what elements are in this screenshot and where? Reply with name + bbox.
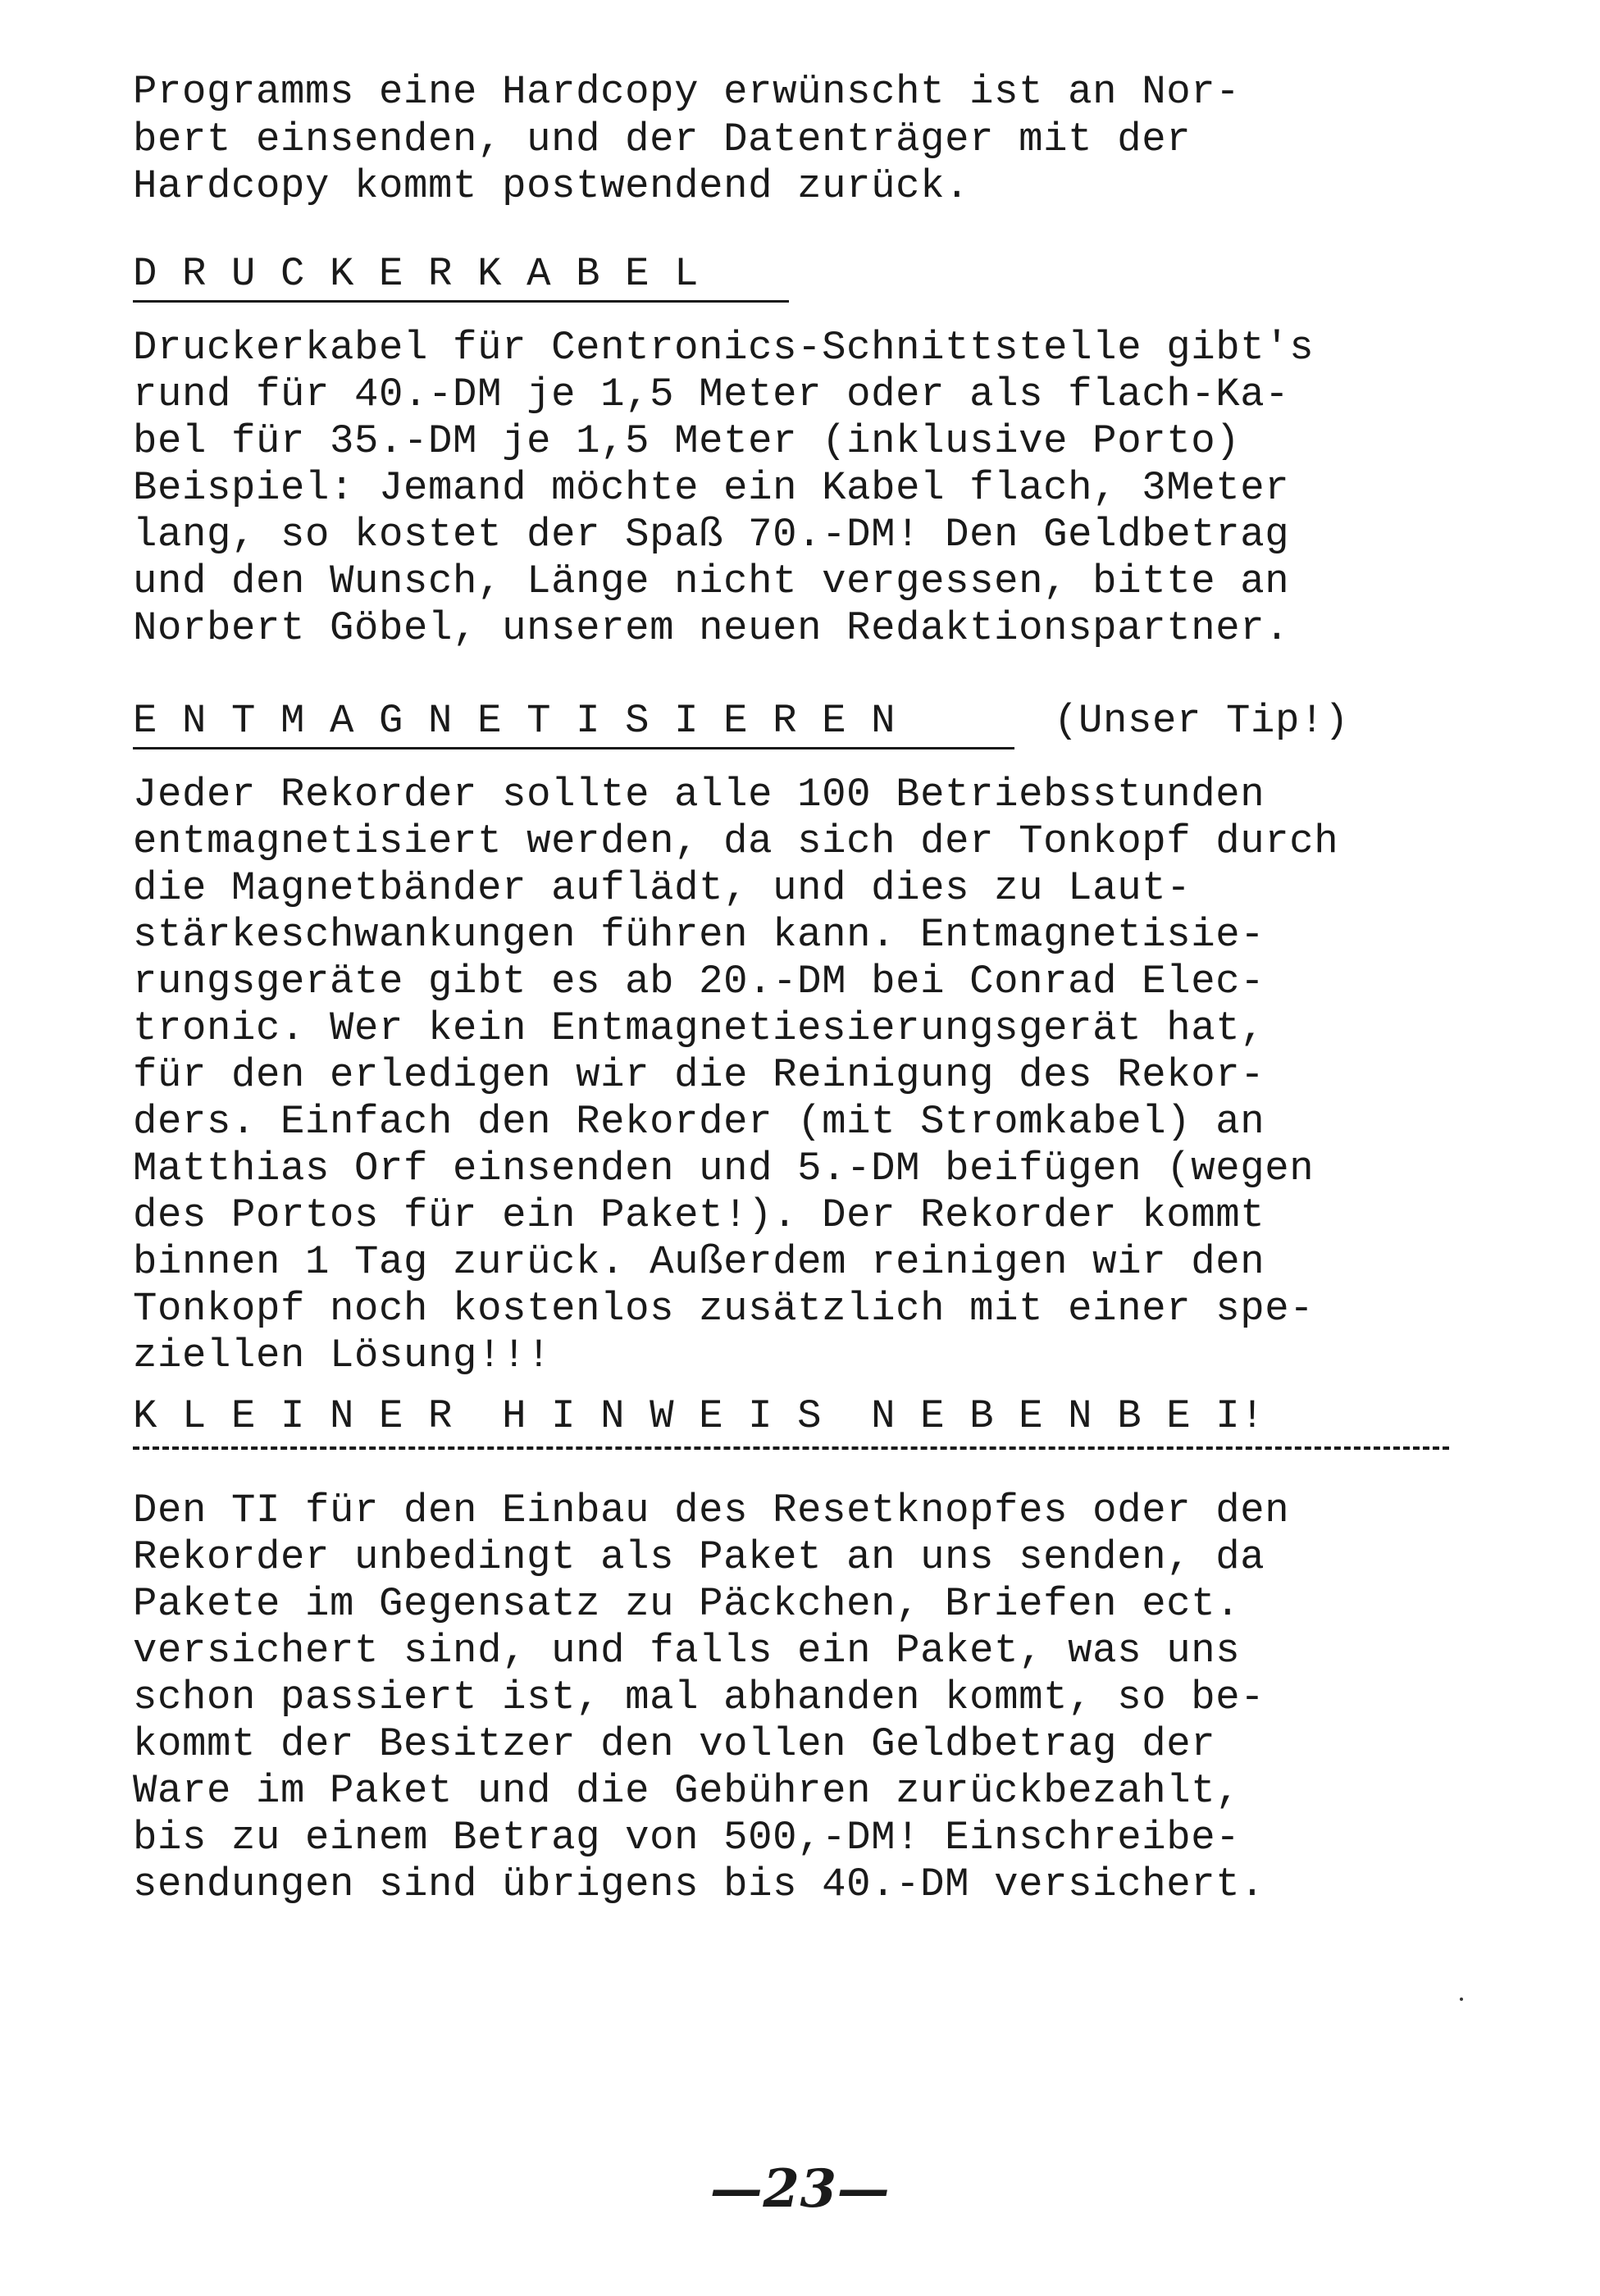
body-line: lang, so kostet der Spaß 70.-DM! Den Geldbetrag — [133, 512, 1290, 558]
section-heading-druckerkabel: D R U C K E R K A B E L — [133, 251, 700, 297]
heading-dashed-underline — [133, 1446, 1449, 1450]
heading-underline — [133, 300, 789, 303]
body-line: schon passiert ist, mal abhanden kommt, so be- — [133, 1674, 1265, 1720]
heading-underline — [133, 747, 1014, 749]
body-line: die Magnetbänder auflädt, und dies zu Laut- — [133, 865, 1192, 911]
body-line: Tonkopf noch kostenlos zusätzlich mit einer spe- — [133, 1286, 1315, 1332]
body-line: tronic. Wer kein Entmagnetiesierungsgerät hat, — [133, 1005, 1265, 1051]
section-heading-kleiner-hinweis: K L E I N E R H I N W E I S N E B E N B E I! — [133, 1393, 1265, 1439]
body-line: sendungen sind übrigens bis 40.-DM versichert. — [133, 1861, 1265, 1907]
body-line: ziellen Lösung!!! — [133, 1332, 552, 1378]
body-line: versichert sind, und falls ein Paket, was uns — [133, 1628, 1241, 1674]
intro-line: Hardcopy kommt postwendend zurück. — [133, 163, 970, 209]
body-line: stärkeschwankungen führen kann. Entmagnetisie- — [133, 912, 1265, 958]
intro-line: bert einsenden, und der Datenträger mit der — [133, 116, 1192, 162]
section-heading-entmagnetisieren: E N T M A G N E T I S I E R E N — [133, 698, 896, 744]
body-line: rund für 40.-DM je 1,5 Meter oder als flach-Ka- — [133, 371, 1290, 417]
body-line: Matthias Orf einsenden und 5.-DM beifügen (wegen — [133, 1146, 1315, 1191]
body-line: Ware im Paket und die Gebühren zurückbezahlt, — [133, 1768, 1241, 1814]
body-line: Beispiel: Jemand möchte ein Kabel flach, 3Meter — [133, 465, 1290, 511]
body-line: Den TI für den Einbau des Resetknopfes oder den — [133, 1487, 1290, 1533]
body-line: entmagnetisiert werden, da sich der Tonkopf durch — [133, 818, 1339, 864]
body-line: bel für 35.-DM je 1,5 Meter (inklusive Porto) — [133, 418, 1241, 464]
body-line: Druckerkabel für Centronics-Schnittstelle gibt's — [133, 325, 1315, 371]
body-line: kommt der Besitzer den vollen Geldbetrag der — [133, 1721, 1216, 1767]
page-number: —23— — [709, 2158, 891, 2220]
body-line: und den Wunsch, Länge nicht vergessen, bitte an — [133, 558, 1290, 604]
body-line: ders. Einfach den Rekorder (mit Stromkabel) an — [133, 1099, 1265, 1145]
section-heading-note: (Unser Tip!) — [1054, 698, 1350, 744]
ink-speck — [1460, 1998, 1463, 2001]
body-line: des Portos für ein Paket!). Der Rekorder kommt — [133, 1192, 1265, 1238]
body-line: rungsgeräte gibt es ab 20.-DM bei Conrad Elec- — [133, 959, 1265, 1004]
intro-line: Programms eine Hardcopy erwünscht ist an Nor- — [133, 69, 1241, 115]
body-line: bis zu einem Betrag von 500,-DM! Einschreibe- — [133, 1815, 1241, 1861]
body-line: Jeder Rekorder sollte alle 100 Betriebsstunden — [133, 772, 1265, 818]
body-line: binnen 1 Tag zurück. Außerdem reinigen wir den — [133, 1239, 1265, 1285]
body-line: für den erledigen wir die Reinigung des Rekor- — [133, 1052, 1265, 1098]
body-line: Norbert Göbel, unserem neuen Redaktionspartner. — [133, 605, 1290, 651]
body-line: Pakete im Gegensatz zu Päckchen, Briefen ect. — [133, 1581, 1241, 1627]
body-line: Rekorder unbedingt als Paket an uns senden, da — [133, 1534, 1265, 1580]
